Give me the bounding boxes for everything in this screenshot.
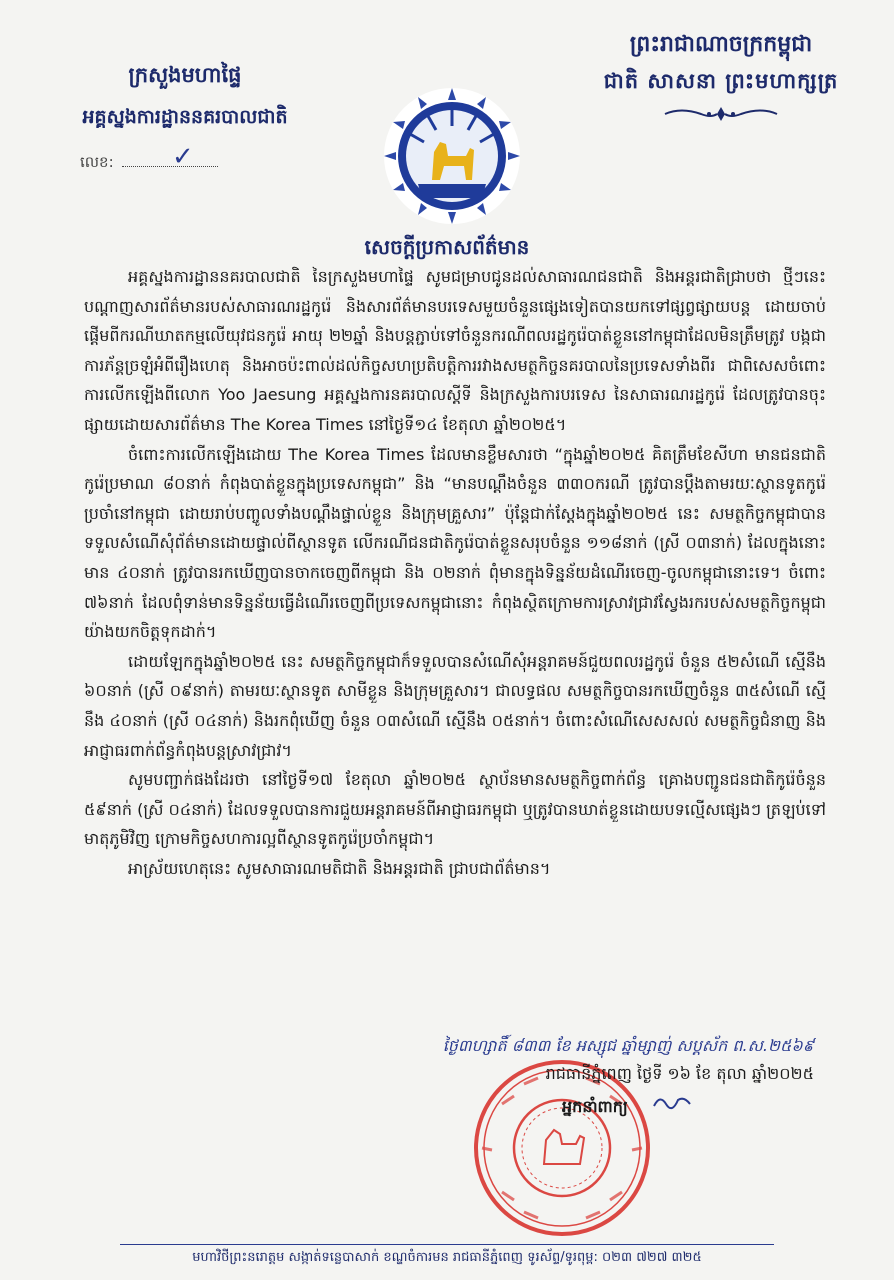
kingdom-name: ព្រះរាជាណាចក្រកម្ពុជា xyxy=(629,32,813,57)
closing-dates xyxy=(443,1032,814,1088)
ornament-divider-icon xyxy=(576,105,866,127)
document-title: សេចក្តីប្រកាសព័ត៌មាន xyxy=(364,235,530,259)
paragraph-missing-persons: ចំពោះការលើកឡើងដោយ The Korea Times ដែលមានខ្លឹមសារថា “ក្នុងឆ្នាំ២០២៥ គិតត្រឹមខែសីហា មានជនជាតិកូរ៉េប្រមាណ ៨០នាក់ កំពុងបាត់ខ្លួនក្នុងប្រទេសកម្ពុជា” និង “មានបណ្តឹងចំនួន ៣៣០ករណី ត្រូវបានប្តឹងតាមរយៈស្ថានទូតកូរ៉េប្រចាំនៅកម្ពុជា ដោយរាប់បញ្ចូលទាំងបណ្តឹងផ្ទាល់ខ្លួន និងក្រុមគ្រួសារ” ប៉ុន្តែជាក់ស្តែងក្នុងឆ្នាំ២០២៥ នេះ សមត្ថកិច្ចកម្ពុជាបានទទួលសំណើសុំព័ត៌មានដោយផ្ទាល់ពីស្ថានទូត លើករណីជនជាតិកូរ៉េបាត់ខ្លួនសរុបចំនួន ១១៨នាក់ (ស្រី ០៣នាក់) ដែលក្នុងនោះមាន ៤០នាក់ ត្រូវបានរកឃើញបានចាកចេញពីកម្ពុជា និង ០២នាក់ ពុំមានក្នុងទិន្នន័យដំណើរចេញ-ចូលកម្ពុជានោះទេ។ ចំពោះ ៧៦នាក់ ដែលពុំទាន់មានទិន្នន័យធ្វើដំណើរចេញពីប្រទេសកម្ពុជានោះ កំពុងស្ថិតក្រោមការស្រាវជ្រាវស្វែងរករបស់សមត្ថកិច្ចកម្ពុជាយ៉ាងយកចិត្តទុកដាក់។ xyxy=(84,444,826,642)
paragraph-conclusion: អាស្រ័យហេតុនេះ សូមសាធារណមតិជាតិ និងអន្តរជាតិ ជ្រាបជាព័ត៌មាន។ xyxy=(128,858,551,878)
national-motto: ជាតិ សាសនា ព្រះមហាក្សត្រ xyxy=(603,69,839,93)
announcement-body xyxy=(84,262,826,883)
signatory-title: អ្នកនាំពាក្យ xyxy=(562,1097,628,1116)
ministry-name: ក្រសួងមហាផ្ទៃ xyxy=(128,63,242,87)
check-mark-icon: ✓ xyxy=(172,142,194,172)
ref-label: លេខ: xyxy=(80,153,114,171)
department-name: អគ្គស្នងការដ្ឋាននគរបាលជាតិ xyxy=(82,106,288,128)
lunar-date: ថ្ងៃ៣ហ្សាតិ៍ ៨៣៣ ខែ អស្សុជ ឆ្នាំម្សាញ់ សប្តស័ក ព.ស.២៥៦៩ xyxy=(442,1036,814,1055)
ref-number-blank xyxy=(122,152,218,167)
footer-divider xyxy=(120,1244,774,1245)
signature-icon xyxy=(652,1092,692,1116)
national-heading xyxy=(576,30,866,127)
paragraph-assistance-requests: ដោយឡែកក្នុងឆ្នាំ២០២៥ នេះ សមត្ថកិច្ចកម្ពុជាក៏ទទួលបានសំណើសុំអន្តរាគមន៍ជួយពលរដ្ឋកូរ៉េ ចំនួន ៥២សំណើ ស្មើនឹង ៦០នាក់ (ស្រី ០៩នាក់) តាមរយៈស្ថានទូត សាមីខ្លួន និងក្រុមគ្រួសារ។ ជាលទ្ធផល សមត្ថកិច្ចបានរកឃើញចំនួន ៣៥សំណើ ស្មើនឹង ៤០នាក់ (ស្រី ០៤នាក់) និងរកពុំឃើញ ចំនួន ០៣សំណើ ស្មើនឹង ០៥នាក់។ ចំពោះសំណើសេសសល់ សមត្ថកិច្ចជំនាញ និងអាជ្ញាធរពាក់ព័ន្ធកំពុងបន្តស្រាវជ្រាវ។ xyxy=(84,651,826,760)
reference-number-row xyxy=(80,142,218,175)
footer-address: មហាវិថីព្រះនរោត្តម សង្កាត់ទន្លេបាសាក់ ខណ្ឌចំការមន រាជធានីភ្នំពេញ ទូរស័ព្ទ/ទូរពុម្ព: ០២៣ ៧២៧ ៣២៥ xyxy=(192,1250,702,1265)
place-and-date: រាជធានីភ្នំពេញ ថ្ងៃទី ១៦ ខែ តុលា ឆ្នាំ២០២៥ xyxy=(545,1064,814,1083)
issuing-authority xyxy=(40,62,330,133)
paragraph-intro: អគ្គស្នងការដ្ឋាននគរបាលជាតិ នៃក្រសួងមហាផ្ទៃ សូមជម្រាបជូនដល់សាធារណជនជាតិ និងអន្តរជាតិជ្រាបថា ថ្មីៗនេះបណ្តាញសារព័ត៌មានរបស់សាធារណរដ្ឋកូរ៉េ និងសារព័ត៌មានបរទេសមួយចំនួនផ្សេងទៀតបានយកទៅផ្សព្វផ្សាយបន្ត ដោយចាប់ផ្តើមពីករណីឃាតកម្មលើយុវជនកូរ៉េ អាយុ ២២ឆ្នាំ និងបន្តភ្ជាប់ទៅចំនួនករណីពលរដ្ឋកូរ៉េបាត់ខ្លួននៅកម្ពុជាដែលមិនត្រឹមត្រូវ បង្កជាការភ័ន្តច្រឡំអំពីរឿងហេតុ និងអាចប៉ះពាល់ដល់កិច្ចសហប្រតិបត្តិការរវាងសមត្ថកិច្ចនគរបាលនៃប្រទេសទាំងពីរ ជាពិសេសចំពោះការលើកឡើងពីលោក Yoo Jaesung អគ្គស្នងការនគរបាលស្តីទី និងក្រសួងការបរទេស នៃសាធារណរដ្ឋកូរ៉េ ដែលត្រូវបានចុះផ្សាយដោយសារព័ត៌មាន The Korea Times នៅថ្ងៃទី១៤ ខែតុលា ឆ្នាំ២០២៥។ xyxy=(84,267,826,434)
national-police-emblem-icon xyxy=(382,86,522,226)
paragraph-repatriation: សូមបញ្ជាក់ផងដែរថា នៅថ្ងៃទី១៧ ខែតុលា ឆ្នាំ២០២៥ ស្ថាប័នមានសមត្ថកិច្ចពាក់ព័ន្ធ គ្រោងបញ្ជូនជនជាតិកូរ៉េចំនួន ៥៩នាក់ (ស្រី ០៤នាក់) ដែលទទួលបានការជួយអន្តរាគមន៍ពីអាជ្ញាធរកម្ពុជា ឬត្រូវបានឃាត់ខ្លួនដោយបទល្មើសផ្សេងៗ ត្រឡប់ទៅមាតុភូមិវិញ ក្រោមកិច្ចសហការល្អពីស្ថានទូតកូរ៉េប្រចាំកម្ពុជា។ xyxy=(84,770,826,849)
